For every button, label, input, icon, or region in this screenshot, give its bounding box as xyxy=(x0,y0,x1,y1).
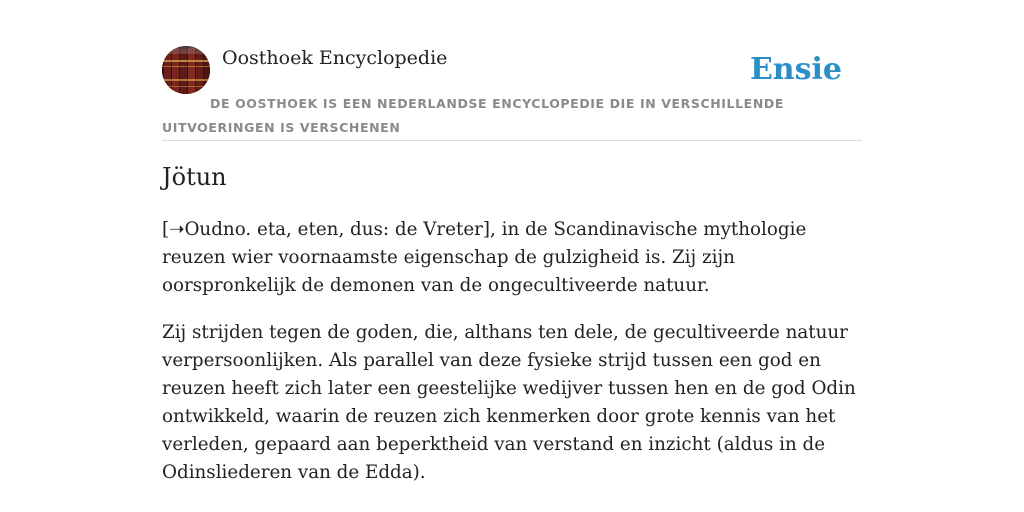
article-paragraph: [➝Oudno. eta, eten, dus: de Vreter], in de Scandinavische mythologie reuzen wier voornaamste eigenschap de gulzigheid is. Zij zijn oorspronkelijk de demonen van de ongecultiveerde natuur. xyxy=(162,219,807,296)
site-tagline: DE OOSTHOEK IS EEN NEDERLANDSE ENCYCLOPEDIE DIE IN VERSCHILLENDE UITVOERINGEN IS VERSCHENEN xyxy=(162,96,784,135)
site-header xyxy=(162,46,862,141)
book-spines-icon[interactable] xyxy=(162,46,210,94)
site-name[interactable]: Oosthoek Encyclopedie xyxy=(222,47,448,69)
article-body xyxy=(162,216,866,506)
article-paragraph: Zij strijden tegen de goden, die, althans ten dele, de gecultiveerde natuur verpersoonlijken. Als parallel van deze fysieke strijd tussen een god en reuzen heeft zich later een geestelijke wedijver tussen hen en de god Odin ontwikkeld, waarin de reuzen zich kenmerken door grote kennis van het verleden, gepaard aan beperktheid van verstand en inzicht (aldus in de Odinsliederen van de Edda). xyxy=(162,322,856,483)
brand-logo[interactable]: Ensie xyxy=(749,52,842,87)
page-title: Jötun xyxy=(162,163,227,191)
